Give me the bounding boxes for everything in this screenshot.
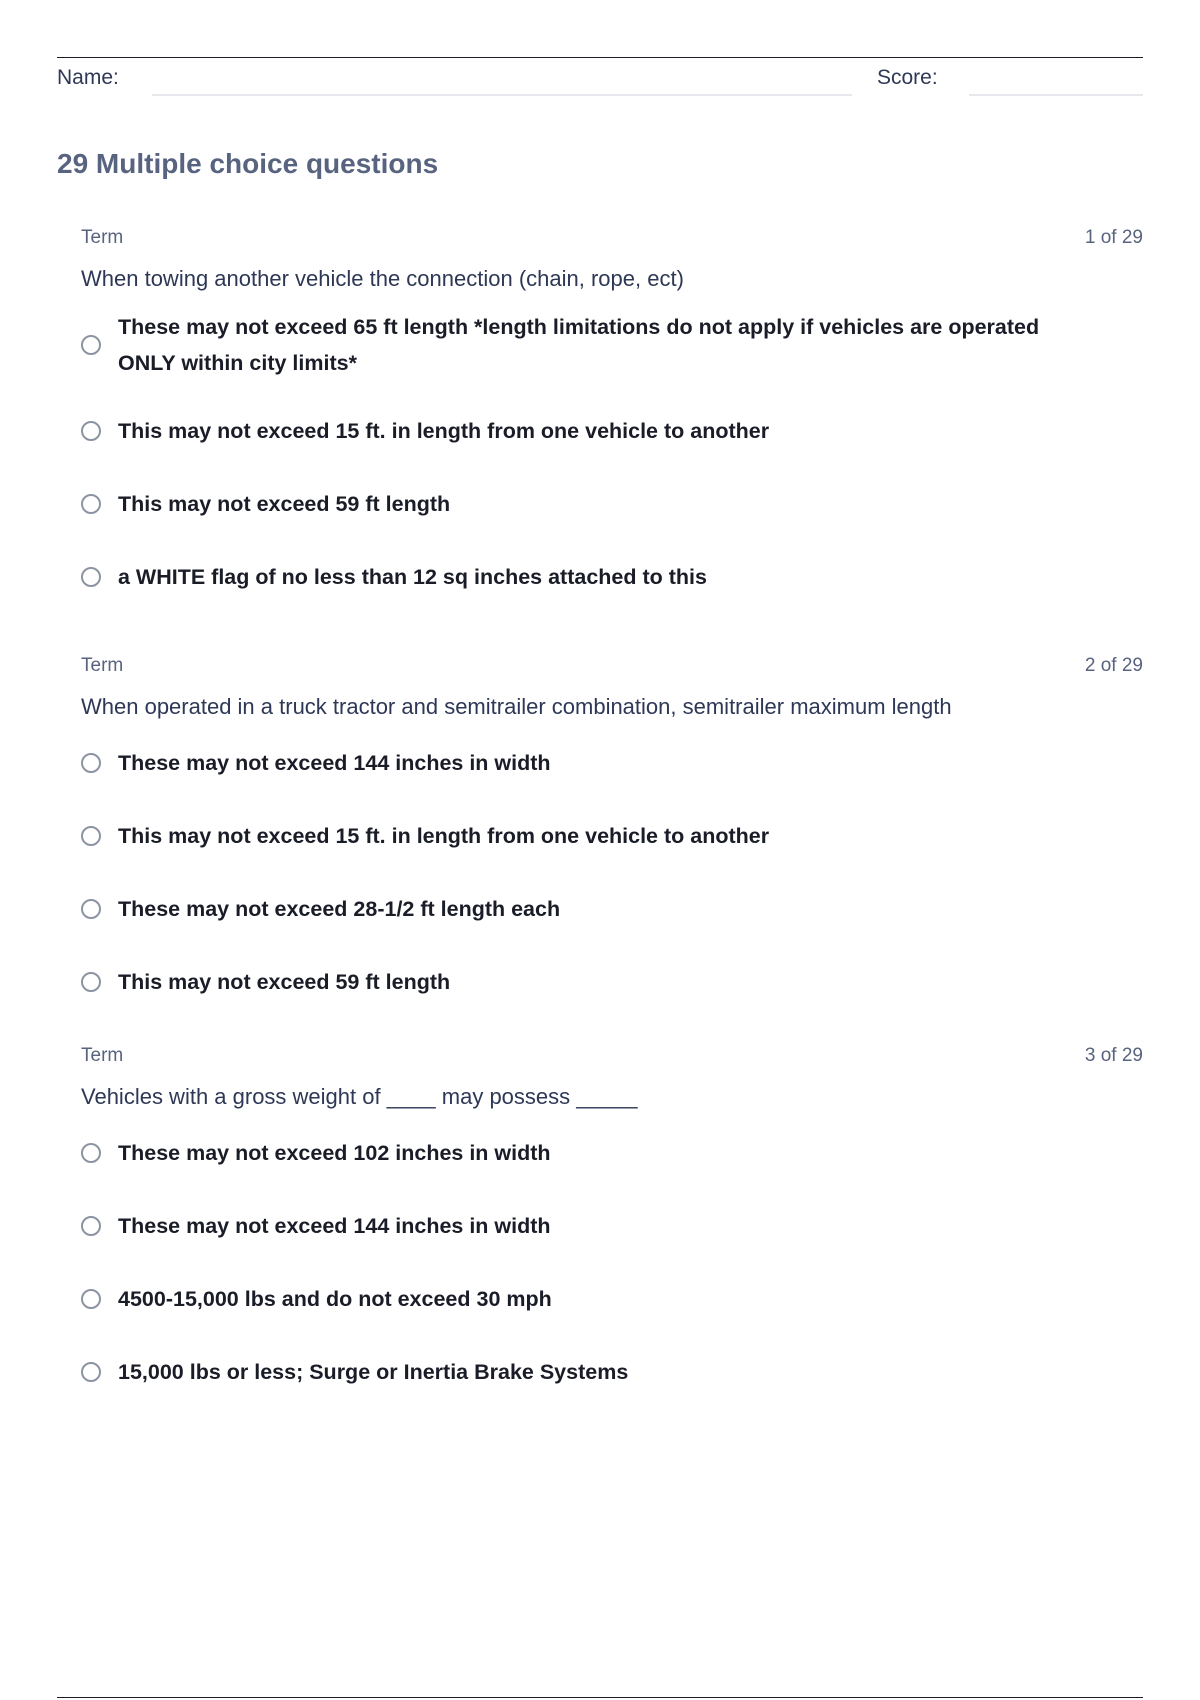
top-divider [57,57,1143,58]
bottom-divider [57,1697,1143,1698]
radio-button-icon[interactable] [81,1289,101,1309]
answer-option-label: This may not exceed 15 ft. in length from one vehicle to another [118,419,770,443]
question-counter: 3 of 29 [1084,1045,1143,1066]
question-text: When towing another vehicle the connection (chain, rope, ect) [81,266,684,291]
answer-option[interactable] [81,1208,1143,1244]
question-counter: 2 of 29 [1084,655,1143,676]
radio-button-icon[interactable] [81,494,101,514]
question-3 [81,1045,1143,1390]
radio-button-icon[interactable] [81,972,101,992]
question-text: Vehicles with a gross weight of ____ may possess _____ [81,1084,638,1109]
answer-option[interactable] [81,964,1143,1000]
radio-button-icon[interactable] [81,826,101,846]
radio-button-icon[interactable] [81,1143,101,1163]
answer-option[interactable] [81,309,1143,381]
answer-option-label: These may not exceed 144 inches in width [118,751,551,775]
answer-option-label: These may not exceed 102 inches in width [118,1141,551,1165]
answer-options [81,309,1143,595]
answer-option[interactable] [81,891,1143,927]
answer-option[interactable] [81,1354,1143,1390]
answer-option-label: 4500-15,000 lbs and do not exceed 30 mph [118,1287,552,1311]
question-text: When operated in a truck tractor and semitrailer combination, semitrailer maximum length [81,694,952,719]
answer-option[interactable] [81,1135,1143,1171]
radio-button-icon[interactable] [81,899,101,919]
score-label: Score: [877,66,938,89]
answer-options [81,1135,1143,1390]
answer-option-label: 15,000 lbs or less; Surge or Inertia Brake Systems [118,1360,629,1384]
answer-option[interactable] [81,559,1143,595]
question-counter: 1 of 29 [1084,227,1143,248]
question-2 [81,655,1143,1000]
section-title: 29 Multiple choice questions [57,148,439,179]
answer-option[interactable] [81,745,1143,781]
answer-option-label: This may not exceed 59 ft length [118,970,451,994]
answer-option-label: These may not exceed 28-1/2 ft length each [118,897,561,921]
radio-button-icon[interactable] [81,567,101,587]
answer-options [81,745,1143,1000]
answer-option-label: These may not exceed 65 ft length *length limitations do not apply if vehicles are operated ONLY within city limits* [118,315,1040,375]
name-label: Name: [57,66,119,89]
name-field[interactable] [152,94,852,96]
answer-option-label: These may not exceed 144 inches in width [118,1214,551,1238]
answer-option-label: a WHITE flag of no less than 12 sq inches attached to this [118,565,707,589]
radio-button-icon[interactable] [81,753,101,773]
question-1 [81,227,1143,595]
answer-option[interactable] [81,1281,1143,1317]
radio-button-icon[interactable] [81,1362,101,1382]
answer-option[interactable] [81,818,1143,854]
answer-option-label: This may not exceed 15 ft. in length from one vehicle to another [118,824,770,848]
term-label: Term [81,227,124,248]
answer-option[interactable] [81,413,1143,449]
term-label: Term [81,1045,124,1066]
score-field[interactable] [969,94,1143,96]
header-fields [57,62,1143,98]
radio-button-icon[interactable] [81,421,101,441]
answer-option[interactable] [81,486,1143,522]
radio-button-icon[interactable] [81,335,101,355]
term-label: Term [81,655,124,676]
radio-button-icon[interactable] [81,1216,101,1236]
answer-option-label: This may not exceed 59 ft length [118,492,451,516]
